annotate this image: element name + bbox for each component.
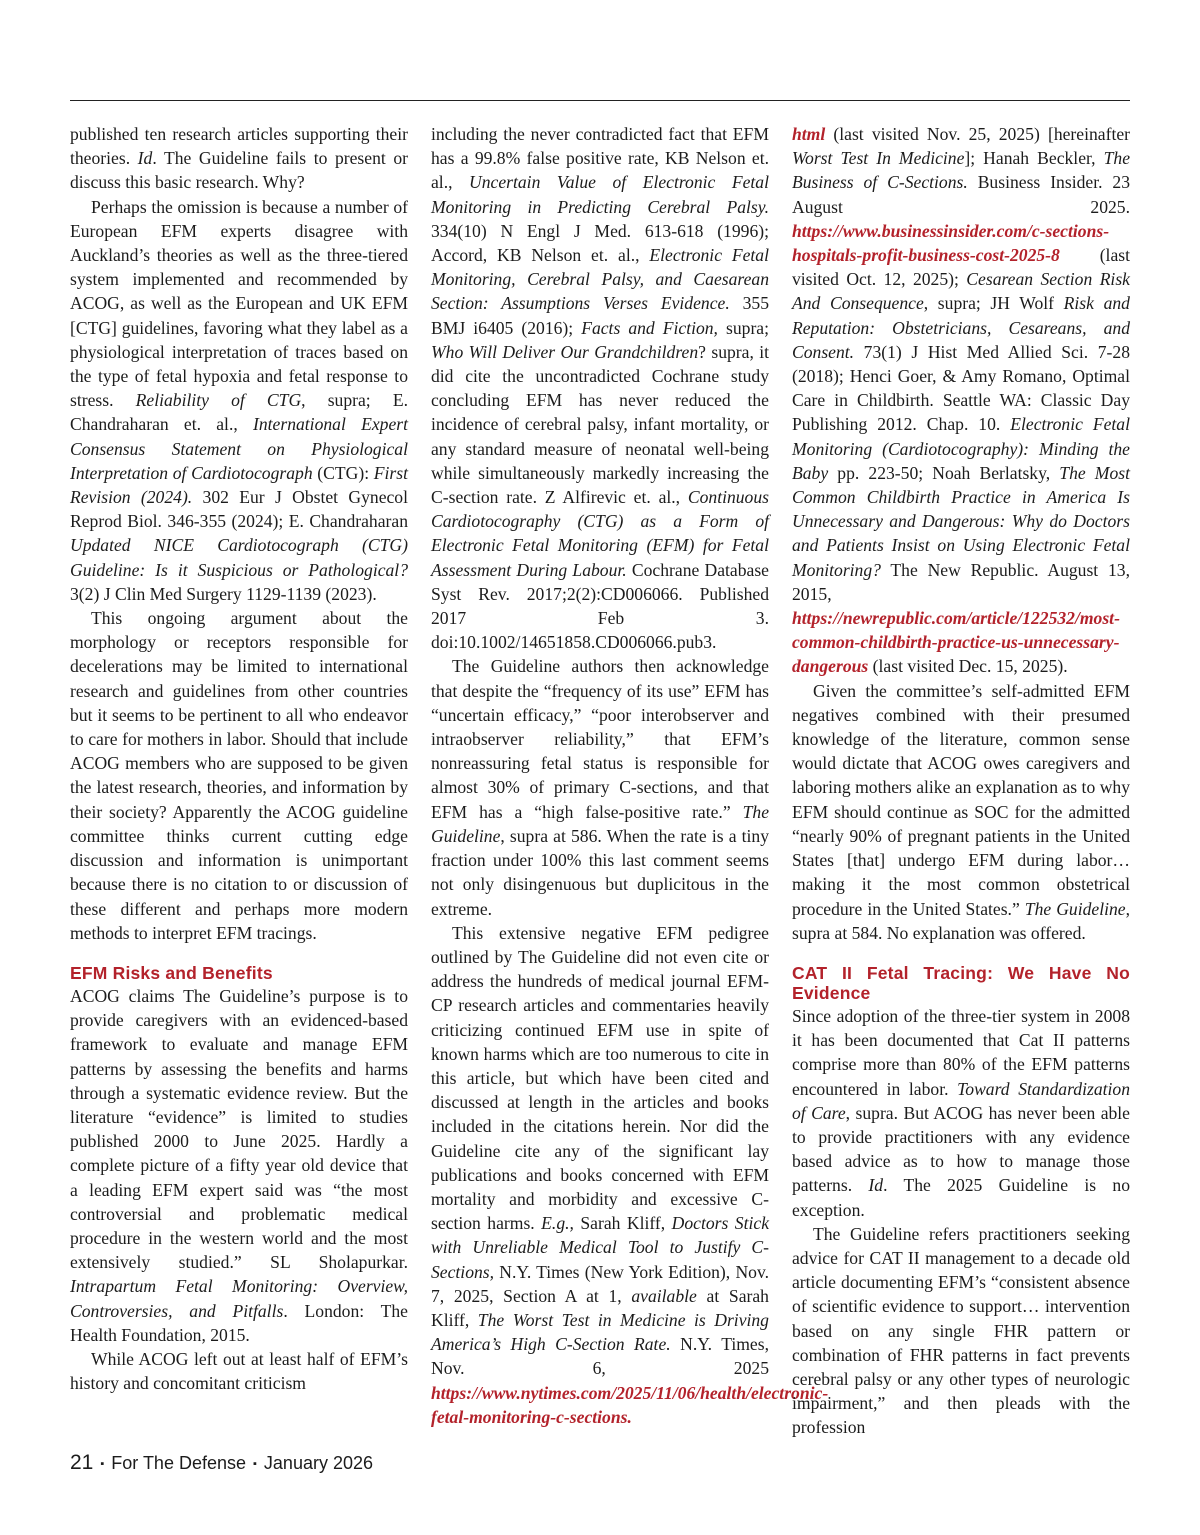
- paragraph: Given the committee’s self-admitted EFM negatives combined with their presumed knowledge of the literature, common sense would dictate that ACOG owes caregivers and laboring mothers alike an explanation as to why EFM should continue as SOC for the admitted “nearly 90% of pregnant patients in the United States [that] undergo EFM during labor… making it the most common obstetrical procedure in the United States.” The Guideline, supra at 584. No explanation was offered.: [792, 680, 1131, 943]
- page-footer: [70, 1451, 373, 1475]
- column-right: [792, 122, 1130, 1442]
- paragraph: html (last visited Nov. 25, 2025) [hereinafter Worst Test In Medicine]; Hanah Beckler, The Business of C-Sections. Business Insider. 23 August 2025. https://www.businessinsider.com/c-sections-hospitals-profit-business-cost-2025-8 (last visited Oct. 12, 2025); Cesarean Section Risk And Consequence, supra; JH Wolf Risk and Reputation: Obstetricians, Cesareans, and Consent. 73(1) J Hist Med Allied Sci. 7-28 (2018); Henci Goer, & Amy Romano, Optimal Care in Childbirth. Seattle WA: Classic Day Publishing 2012. Chap. 10. Electronic Fetal Monitoring (Cardiotocography): Minding the Baby pp. 223-50; Noah Berlatsky, The Most Common Childbirth Practice in America Is Unnecessary and Dangerous: Why do Doctors and Patients Insist on Using Electronic Fetal Monitoring? The New Republic. August 13, 2015, https://newrepublic.com/article/122532/most-common-childbirth-practice-us-unnecessary-dangerous (last visited Dec. 15, 2025).: [792, 124, 1131, 677]
- businessinsider-link[interactable]: https://www.businessinsider.com/c-sections-hospitals-profit-business-cost-2025-8: [792, 220, 1110, 266]
- newrepublic-link[interactable]: https://newrepublic.com/article/122532/most-common-childbirth-practice-us-unnecessary-dangerous: [792, 608, 1120, 677]
- paragraph: including the never contradicted fact that EFM has a 99.8% false positive rate, KB Nelson et. al., Uncertain Value of Electronic Fetal Monitoring in Predicting Cerebral Palsy. 334(10) N Engl J Med. 613-618 (1996); Accord, KB Nelson et. al., Electronic Fetal Monitoring, Cerebral Palsy, and Caesarean Section: Assumptions Verses Evidence. 355 BMJ i6405 (2016); Facts and Fiction, supra; Who Will Deliver Our Grandchildren? supra, it did cite the uncontradicted Cochrane study concluding EFM has never reduced the incidence of cerebral palsy, infant mortality, or any standard measure of neonatal well-being while simultaneously markedly increasing the C-section rate. Z Alfirevic et. al., Continuous Cardiotocography (CTG) as a Form of Electronic Fetal Monitoring (EFM) for Fetal Assessment During Labour. Cochrane Database Syst Rev. 2017;2(2):CD006066. Published 2017 Feb 3. doi:10.1002/14651858.CD006066.pub3.: [431, 124, 770, 653]
- header-rule: [70, 100, 1130, 101]
- issue-date: January 2026: [263, 1453, 374, 1473]
- paragraph: This ongoing argument about the morphology or receptors responsible for decelerations may be limited to international research and guidelines from other countries but it seems to be pertinent to all who endeavor to care for mothers in labor. Should that include ACOG members who are supposed to be given the latest research, theories, and information by their society? Apparently the ACOG guideline committee thinks current cutting edge discussion and information is unimportant because there is no citation to or discussion of these different and perhaps more modern methods to interpret EFM tracings.: [70, 608, 408, 943]
- page-number: 21: [70, 1451, 94, 1474]
- section-heading: CAT II Fetal Tracing: We Have No Evidence: [792, 962, 1130, 1003]
- section-heading: EFM Risks and Benefits: [70, 962, 273, 983]
- footer-separator: ▪: [100, 1458, 105, 1470]
- footer-separator: ▪: [253, 1458, 257, 1470]
- paragraph: While ACOG left out at least half of EFM’s history and concomitant criticism: [70, 1348, 408, 1394]
- paragraph: The Guideline refers practitioners seeking advice for CAT II management to a decade old article documenting EFM’s “consistent absence of scientific evidence to support… intervention based on any single FHR pattern or combination of FHR patterns in fact prevents cerebral palsy or any other types of neurologic impairment,” and then pleads with the profession: [792, 1223, 1130, 1438]
- paragraph: Perhaps the omission is because a number of European EFM experts disagree with Auckland’s theories as well as the three-tiered system implemented and recommended by ACOG, as well as the European and UK EFM [CTG] guidelines, favoring what they label as a physiological interpretation of traces based on the type of fetal hypoxia and fetal response to stress. Reliability of CTG, supra; E. Chandraharan et. al., International Expert Consensus Statement on Physiological Interpretation of Cardiotocograph (CTG): First Revision (2024). 302 Eur J Obstet Gynecol Reprod Biol. 346-355 (2024); E. Chandraharan Updated NICE Cardiotocograph (CTG) Guideline: Is it Suspicious or Pathological? 3(2) J Clin Med Surgery 1129-1139 (2023).: [70, 196, 408, 604]
- paragraph: This extensive negative EFM pedigree outlined by The Guideline did not even cite or address the hundreds of medical journal EFM-CP research articles and commentaries heavily criticizing continued EFM use in spite of known harms which are too numerous to cite in this article, but which have been cited and discussed at length in the articles and books included in the citations herein. Nor did the Guideline cite any of the significant lay publications and books concerned with EFM mortality and morbidity and excessive C-section harms. E.g., Sarah Kliff, Doctors Stick with Unreliable Medical Tool to Justify C-Sections, N.Y. Times (New York Edition), Nov. 7, 2025, Section A at 1, available at Sarah Kliff, The Worst Test in Medicine is Driving America’s High C-Section Rate. N.Y. Times, Nov. 6, 2025 https://www.nytimes.com/2025/11/06/health/electronic-fetal-monitoring-c-sections.: [431, 922, 829, 1427]
- nytimes-link[interactable]: https://www.nytimes.com/2025/11/06/health/electronic-fetal-monitoring-c-sections.: [431, 1382, 829, 1427]
- paragraph: The Guideline authors then acknowledge that despite the “frequency of its use” EFM has “uncertain efficacy,” “poor interobserver and intraobserver reliability,” that EFM’s nonreassuring fetal status is responsible for almost 30% of primary C-sections, and that EFM has a “high false-positive rate.” The Guideline, supra at 586. When the rate is a tiny fraction under 100% this last comment seems not only disingenuous but duplicitous in the extreme.: [431, 656, 769, 919]
- paragraph: Since adoption of the three-tier system in 2008 it has been documented that Cat II patterns comprise more than 80% of the EFM patterns encountered in labor. Toward Standardization of Care, supra. But ACOG has never been able to provide practitioners with any evidence based advice as to how to manage those patterns. Id. The 2025 Guideline is no exception.: [792, 1005, 1130, 1220]
- column-left: [70, 122, 408, 1442]
- publication-name: For The Defense: [111, 1453, 247, 1473]
- paragraph: ACOG claims The Guideline’s purpose is to provide caregivers with an evidenced-based framework to evaluate and manage EFM patterns by assessing the benefits and harms through a systematic evidence review. But the literature “evidence” is limited to studies published 2000 to June 2025. Hardly a complete picture of a fifty year old device that a leading EFM expert said was “the most controversial and problematic medical procedure in the western world and the most extensively studied.” SL Sholapurkar. Intrapartum Fetal Monitoring: Overview, Controversies, and Pitfalls. London: The Health Foundation, 2015.: [70, 985, 408, 1345]
- paragraph: published ten research articles supporting their theories. Id. The Guideline fails to present or discuss this basic research. Why?: [70, 124, 408, 193]
- nytimes-link-continued[interactable]: html: [792, 124, 826, 144]
